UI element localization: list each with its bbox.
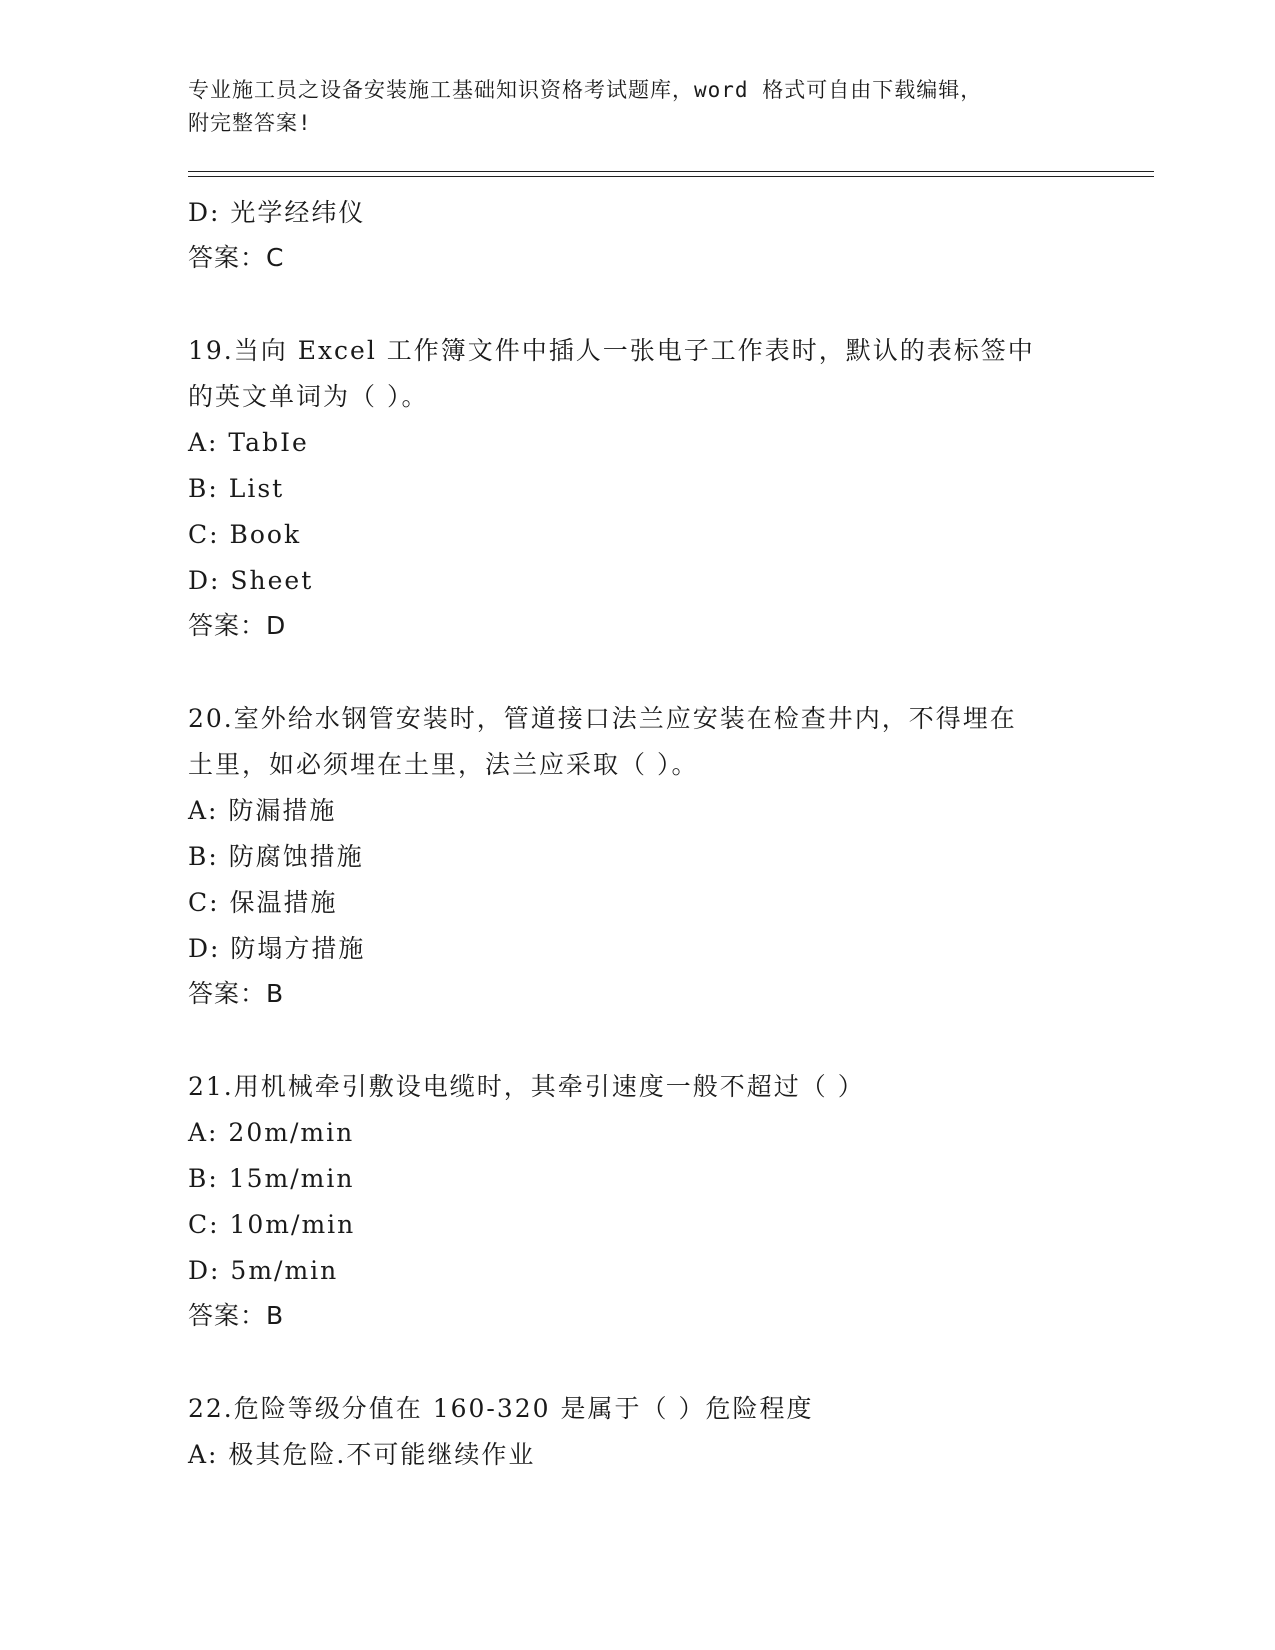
question-content bbox=[188, 190, 1088, 1478]
option-a: A: TabIe bbox=[188, 428, 309, 457]
carryover-block bbox=[188, 190, 1088, 280]
spacer bbox=[188, 1016, 1088, 1064]
option-c: C: 10m/min bbox=[188, 1210, 356, 1239]
header-rule-bottom bbox=[188, 176, 1154, 177]
spacer bbox=[188, 648, 1088, 696]
option-a: A: 极其危险.不可能继续作业 bbox=[188, 1440, 536, 1469]
option-d: D: 防塌方措施 bbox=[188, 934, 366, 963]
question-21 bbox=[188, 1064, 1088, 1338]
header-rule-top bbox=[188, 171, 1154, 172]
question-stem: 22.危险等级分值在 160-320 是属于（ ）危险程度 bbox=[188, 1394, 814, 1423]
answer-line: 答案：B bbox=[188, 979, 285, 1008]
question-stem: 20.室外给水钢管安装时，管道接口法兰应安装在检查井内，不得埋在 bbox=[188, 704, 1017, 733]
option-b: B: 15m/min bbox=[188, 1164, 355, 1193]
spacer bbox=[188, 280, 1088, 328]
spacer bbox=[188, 1338, 1088, 1386]
option-b: B: List bbox=[188, 474, 285, 503]
answer-line: 答案：B bbox=[188, 1301, 285, 1330]
question-20 bbox=[188, 696, 1088, 1016]
answer-line: 答案：C bbox=[188, 243, 285, 272]
question-stem-cont: 土里，如必须埋在土里，法兰应采取（ ）。 bbox=[188, 750, 699, 779]
question-stem-cont: 的英文单词为（ ）。 bbox=[188, 382, 429, 411]
option-c: C: 保温措施 bbox=[188, 888, 338, 917]
question-22 bbox=[188, 1386, 1088, 1478]
option-a: A: 20m/min bbox=[188, 1118, 355, 1147]
answer-line: 答案：D bbox=[188, 611, 287, 640]
question-19 bbox=[188, 328, 1088, 648]
header-line-2: 附完整答案! bbox=[188, 111, 312, 135]
option-a: A: 防漏措施 bbox=[188, 796, 337, 825]
question-stem: 21.用机械牵引敷设电缆时，其牵引速度一般不超过（ ） bbox=[188, 1072, 865, 1101]
option-b: B: 防腐蚀措施 bbox=[188, 842, 364, 871]
option-d: D: 光学经纬仪 bbox=[188, 198, 366, 227]
document-header bbox=[188, 74, 1088, 140]
option-c: C: Book bbox=[188, 520, 302, 549]
question-stem: 19.当向 Excel 工作簿文件中插人一张电子工作表时，默认的表标签中 bbox=[188, 336, 1035, 365]
option-d: D: Sheet bbox=[188, 566, 314, 595]
option-d: D: 5m/min bbox=[188, 1256, 339, 1285]
header-line-1: 专业施工员之设备安装施工基础知识资格考试题库，word 格式可自由下载编辑， bbox=[188, 78, 983, 102]
